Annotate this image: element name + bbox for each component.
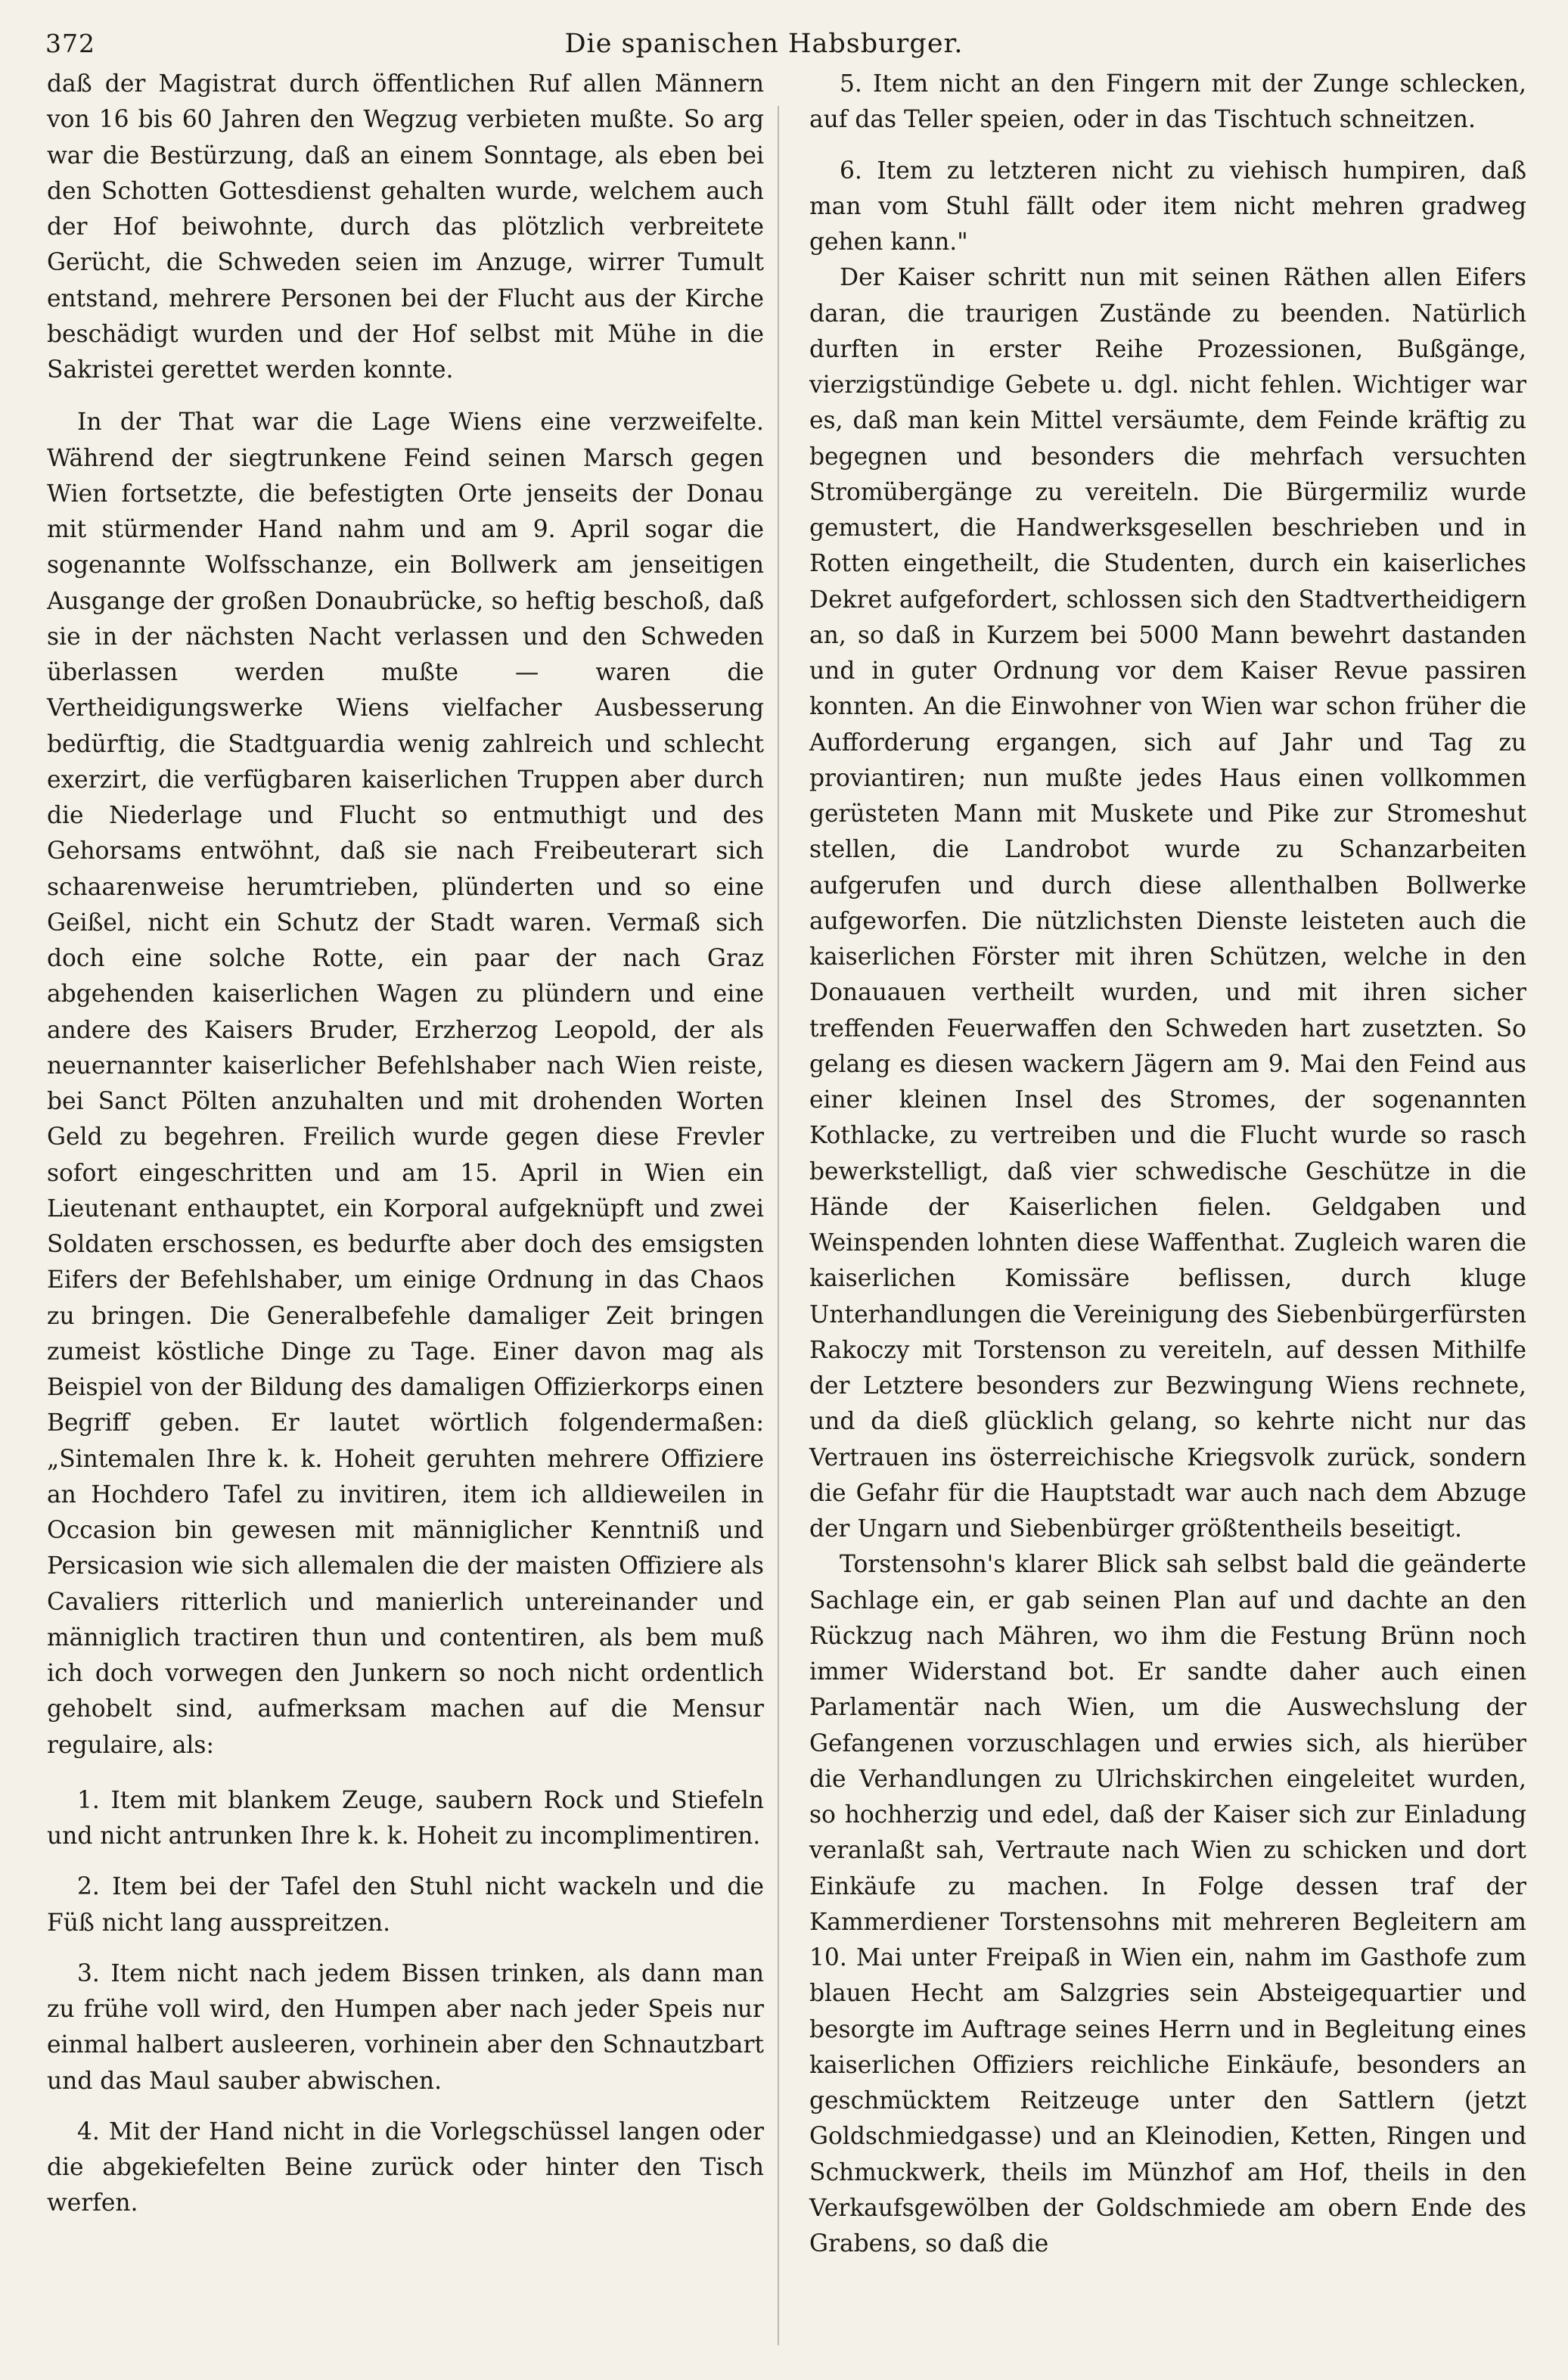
page-number: 372 xyxy=(45,29,95,58)
running-title: Die spanischen Habsburger. xyxy=(564,29,964,59)
paragraph: daß der Magistrat durch öffentlichen Ruf allen Männern von 16 bis 60 Jahren den Wegzug verbieten mußte. So arg war die Bestürzung, daß an einem Sonntage, als eben bei den Schotten Gottesdienst gehalten wurde, welchem auch der Hof beiwohnte, durch das plötzlich verbreitete Gerücht, die Schweden seien im Anzuge, wirrer Tumult entstand, mehrere Personen bei der Flucht aus der Kirche beschädigt wurden und der Hof selbst mit Mühe in die Sakristei gerettet werden konnte. xyxy=(47,70,764,384)
column-divider xyxy=(778,106,779,2345)
list-item: 3. Item nicht nach jedem Bissen trinken, als dann man zu frühe voll wird, den Humpen aber nach jeder Speis nur einmal halbert ausleeren, vorhinein aber den Schnautzbart und das Maul sauber abwischen. xyxy=(47,1959,764,2095)
list-item: 6. Item zu letzteren nicht zu viehisch humpiren, daß man vom Stuhl fällt oder item nicht mehren gradweg gehen kann." xyxy=(809,157,1526,256)
list-item: 1. Item mit blankem Zeuge, saubern Rock und Stiefeln und nicht antrunken Ihre k. k. Hoheit zu incomplimentiren. xyxy=(47,1786,764,1850)
left-column xyxy=(47,67,764,2344)
list-item: 2. Item bei der Tafel den Stuhl nicht wackeln und die Füß nicht lang ausspreitzen. xyxy=(47,1873,764,1937)
paragraph: Torstensohn's klarer Blick sah selbst bald die geänderte Sachlage ein, er gab seinen Plan auf und dachte an den Rückzug nach Mähren, wo ihm die Festung Brünn noch immer Widerstand bot. Er sandte daher auch einen Parlamentär nach Wien, um die Auswechslung der Gefangenen vorzuschlagen und erwies sich, als hierüber die Verhandlungen zu Ulrichskirchen eingeleitet wurden, so hochherzig und edel, daß der Kaiser sich zur Einladung veranlaßt sah, Vertraute nach Wien zu schicken und dort Einkäufe zu machen. In Folge dessen traf der Kammerdiener Torstensohns mit mehreren Begleitern am 10. Mai unter Freipaß in Wien ein, nahm im Gasthofe zum blauen Hecht am Salzgries sein Absteigequartier und besorgte im Auftrage seines Herrn und in Begleitung eines kaiserlichen Offiziers reichliche Einkäufe, besonders an geschmücktem Reitzeuge unter den Sattlern (jetzt Goldschmiedgasse) und an Kleinodien, Ketten, Ringen und Schmuckwerk, theils im Münzhof am Hof, theils in den Verkaufsgewölben der Goldschmiede am obern Ende des Grabens, so daß die xyxy=(809,1551,1526,2257)
paragraph: In der That war die Lage Wiens eine verzweifelte. Während der siegtrunkene Feind seinen Marsch gegen Wien fortsetzte, die befestigten Orte jenseits der Donau mit stürmender Hand nahm und am 9. April sogar die sogenannte Wolfsschanze, ein Bollwerk am jenseitigen Ausgange der großen Donaubrücke, so heftig beschoß, daß sie in der nächsten Nacht verlassen und den Schweden überlassen werden mußte — waren die Vertheidigungswerke Wiens vielfacher Ausbesserung bedürftig, die Stadtguardia wenig zahlreich und schlecht exerzirt, die verfügbaren kaiserlichen Truppen aber durch die Niederlage und Flucht so entmuthigt und des Gehorsams entwöhnt, daß sie nach Freibeuterart sich schaarenweise herumtrieben, plünderten und so eine Geißel, nicht ein Schutz der Stadt waren. Vermaß sich doch eine solche Rotte, ein paar der nach Graz abgehenden kaiserlichen Wagen zu plündern und eine andere des Kaisers Bruder, Erzherzog Leopold, der als neuernannter kaiserlicher Befehlshaber nach Wien reiste, bei Sanct Pölten anzuhalten und mit drohenden Worten Geld zu begehren. Freilich wurde gegen diese Frevler sofort eingeschritten und am 15. April in Wien ein Lieutenant enthauptet, ein Korporal aufgeknüpft und zwei Soldaten erschossen, es bedurfte aber doch des emsigsten Eifers der Befehlshaber, um einige Ordnung in das Chaos zu bringen. Die Generalbefehle damaliger Zeit bringen zumeist köstliche Dinge zu Tage. Einer davon mag als Beispiel von der Bildung des damaligen Offizierkorps einen Begriff geben. Er lautet wörtlich folgendermaßen: „Sintemalen Ihre k. k. Hoheit geruhten mehrere Offiziere an Hochdero Tafel zu invitiren, item ich alldieweilen in Occasion bin gewesen mit männiglicher Kenntniß und Persicasion wie sich allemalen die der maisten Offiziere als Cavaliers ritterlich und manierlich untereinander und männiglich tractiren thun und contentiren, als bem muß ich doch vorwegen den Junkern so noch nicht ordentlich gehobelt sind, aufmerksam machen auf die Mensur regulaire, als: xyxy=(47,409,764,1759)
list-item: 4. Mit der Hand nicht in die Vorlegschüssel langen oder die abgekiefelten Beine zurück oder hinter den Tisch werfen. xyxy=(47,2117,764,2217)
paragraph: Der Kaiser schritt nun mit seinen Räthen allen Eifers daran, die traurigen Zustände zu beenden. Natürlich durften in erster Reihe Prozessionen, Bußgänge, vierzigstündige Gebete u. dgl. nicht fehlen. Wichtiger war es, daß man kein Mittel versäumte, dem Feinde kräftig zu begegnen und besonders die mehrfach versuchten Stromübergänge zu vereiteln. Die Bürgermiliz wurde gemustert, die Handwerksgesellen beschrieben und in Rotten eingetheilt, die Studenten, durch ein kaiserliches Dekret aufgefordert, schlossen sich den Stadtvertheidigern an, so daß in Kurzem bei 5000 Mann bewehrt dastanden und in guter Ordnung vor dem Kaiser Revue passiren konnten. An die Einwohner von Wien war schon früher die Aufforderung ergangen, sich auf Jahr und Tag zu proviantiren; nun mußte jedes Haus einen vollkommen gerüsteten Mann mit Muskete und Pike zur Stromeshut stellen, die Landrobot wurde zu Schanzarbeiten aufgerufen und durch diese allenthalben Bollwerke aufgeworfen. Die nützlichsten Dienste leisteten auch die kaiserlichen Förster mit ihren Schützen, welche in den Donauauen vertheilt wurden, und mit ihren sicher treffenden Feuerwaffen den Schweden hart zusetzten. So gelang es diesen wackern Jägern am 9. Mai den Feind aus einer kleinen Insel des Stromes, der sogenannten Kothlacke, zu vertreiben und die Flucht wurde so rasch bewerkstelligt, daß vier schwedische Geschütze in die Hände der Kaiserlichen fielen. Geldgaben und Weinspenden lohnten diese Waffenthat. Zugleich waren die kaiserlichen Komissäre beflissen, durch kluge Unterhandlungen die Vereinigung des Siebenbürgerfürsten Rakoczy mit Torstenson zu vereiteln, auf dessen Mithilfe der Letztere besonders zur Bezwingung Wiens rechnete, und da dieß glücklich gelang, so kehrte nicht nur das Vertrauen ins österreichische Kriegsvolk zurück, sondern die Gefahr für die Hauptstadt war auch nach dem Abzuge der Ungarn und Siebenbürger größtentheils beseitigt. xyxy=(809,264,1526,1543)
list-item: 5. Item nicht an den Fingern mit der Zunge schlecken, auf das Teller speien, oder in das Tischtuch schneitzen. xyxy=(809,70,1526,134)
right-column xyxy=(809,67,1526,2344)
